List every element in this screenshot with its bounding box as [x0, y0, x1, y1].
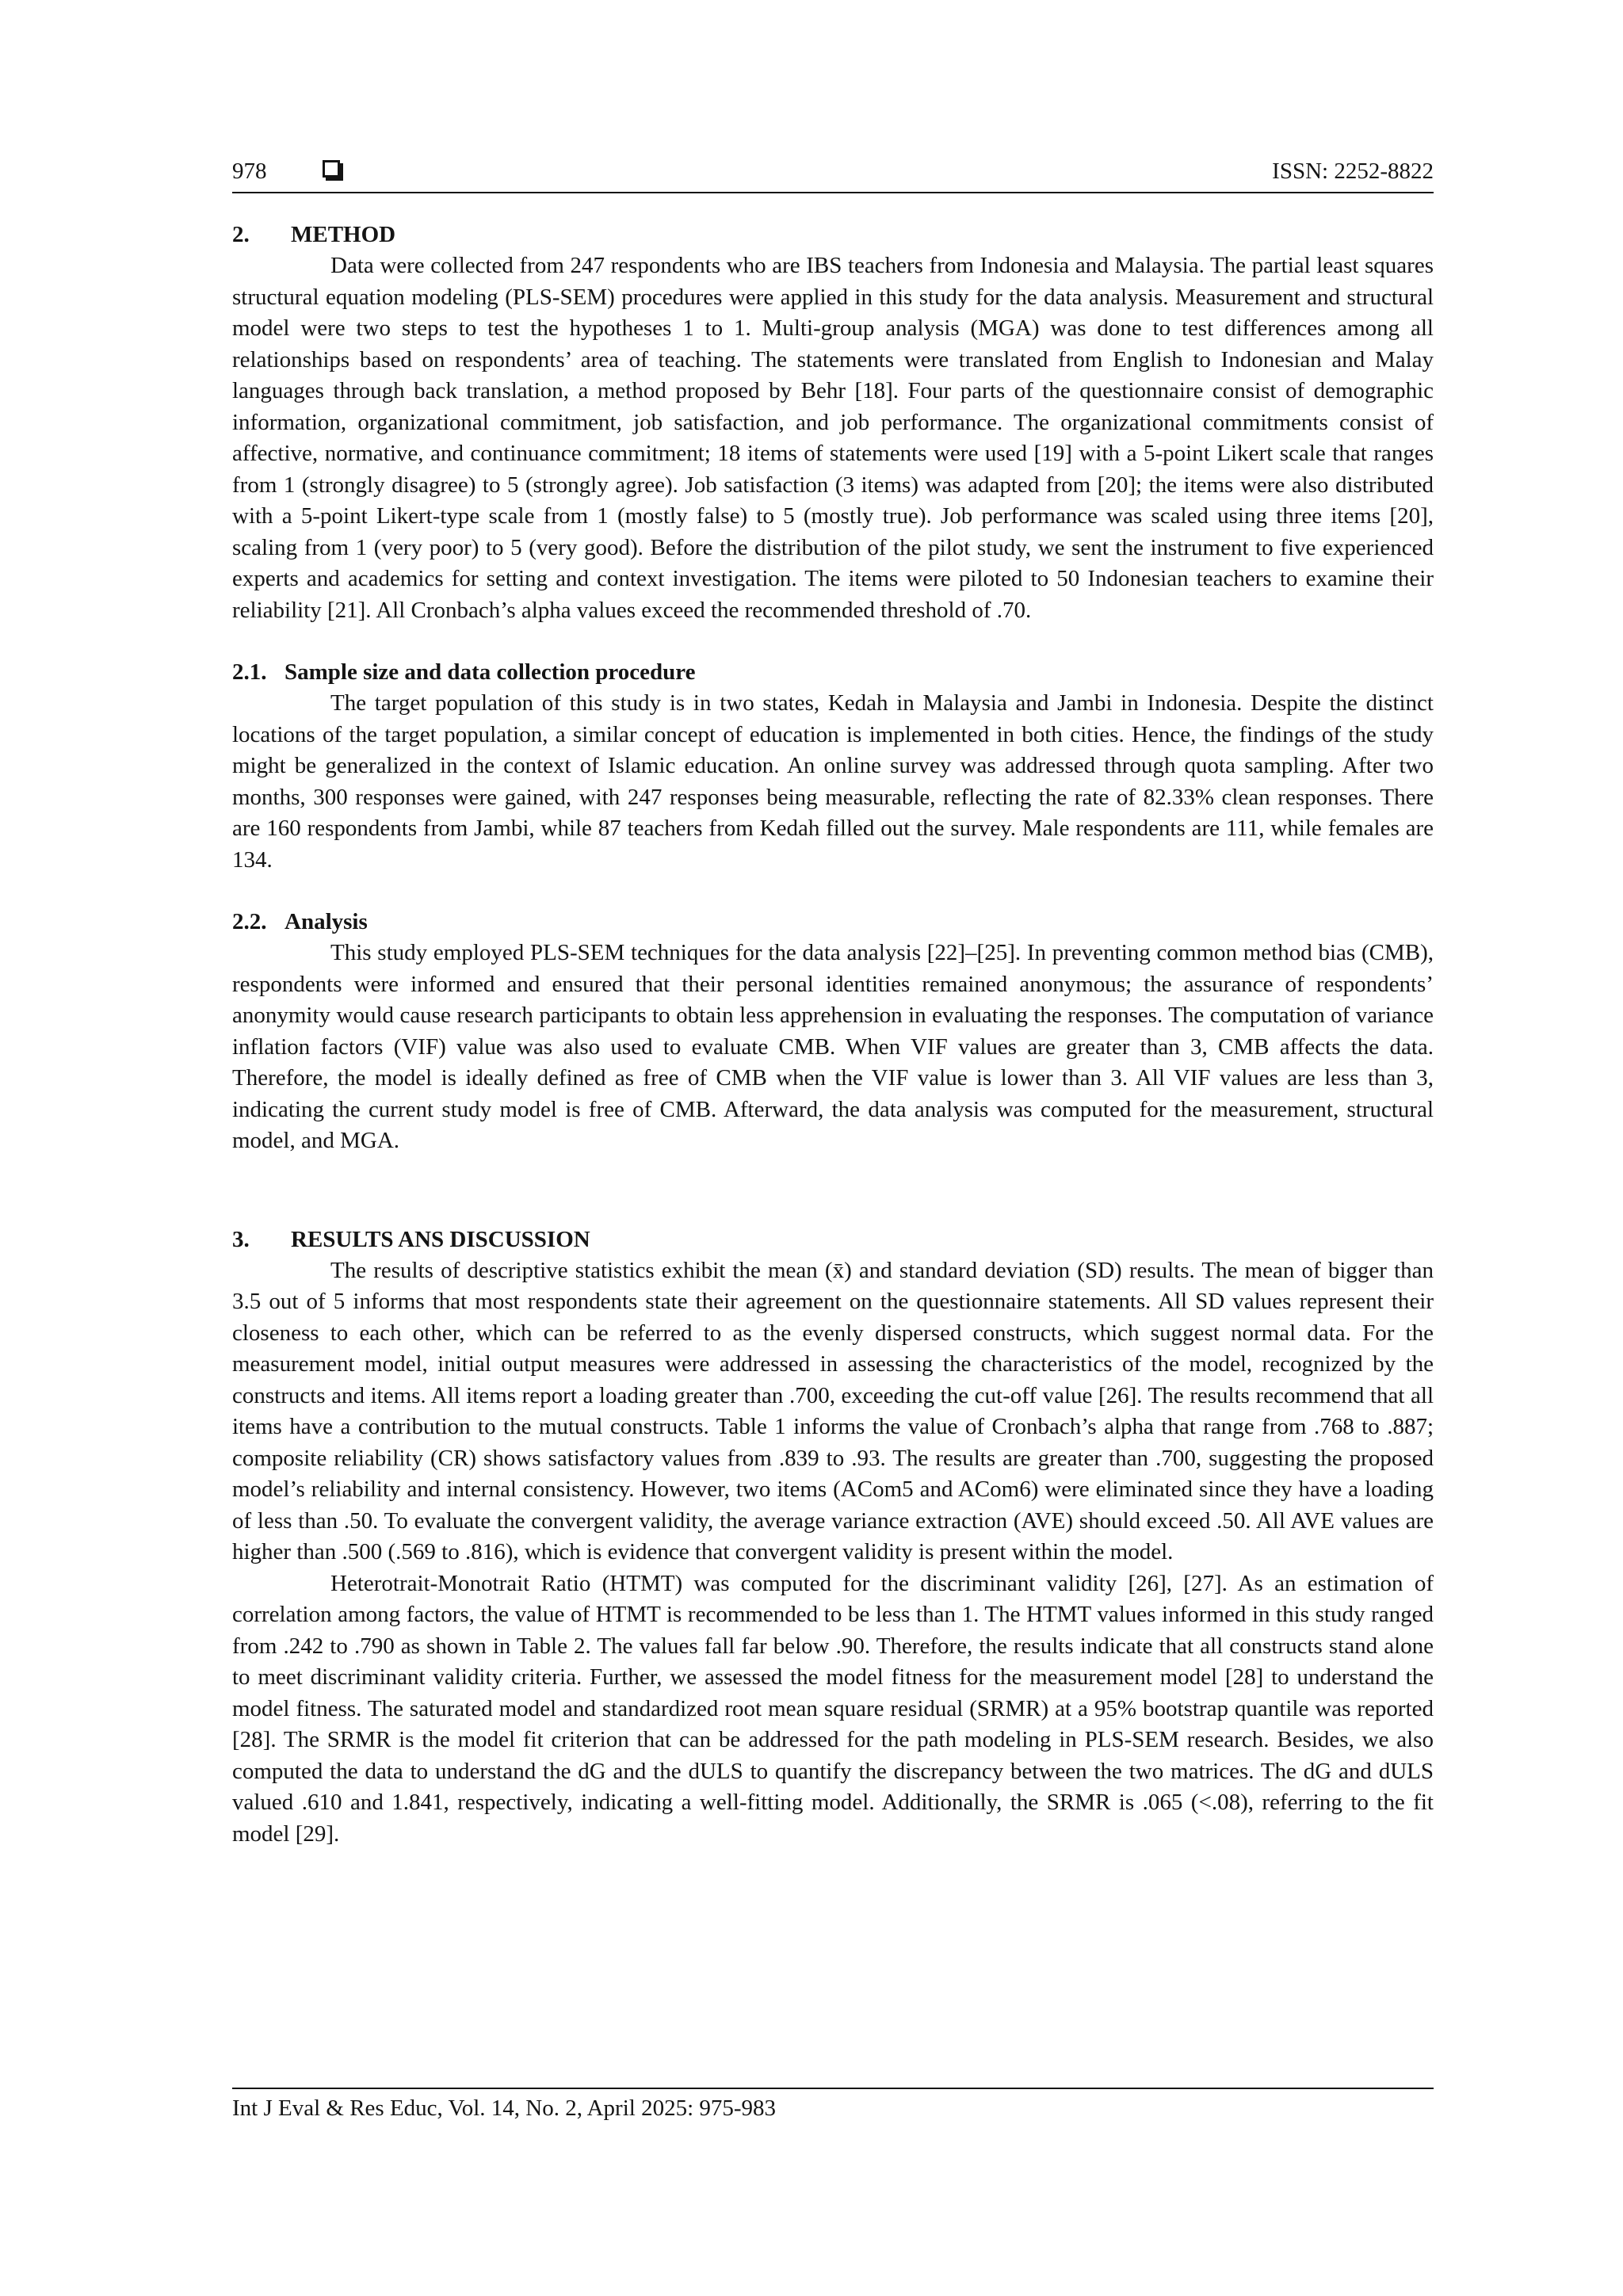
section-title: METHOD	[291, 222, 396, 247]
page-number: 978	[232, 159, 267, 184]
subsection-number: 2.2.	[232, 909, 267, 934]
issn-label: ISSN: 2252-8822	[1272, 159, 1434, 184]
method-paragraph: Data were collected from 247 respondents who are IBS teachers from Indonesia and Malaysia. The partial least squares structural equation modeling (PLS-SEM) procedures were applied in this study for the data analysis. Measurement and structural model were two steps to test the hypotheses 1 to 1. Multi-group analysis (MGA) was done to test differences among all relationships based on respondents’ area of teaching. The statements were translated from English to Indonesian and Malay languages through back translation, a method proposed by Behr [18]. Four parts of the questionnaire consist of demographic information, organizational commitment, job satisfaction, and job performance. The organizational commitments consist of affective, normative, and continuance commitment; 18 items of statements were used [19] with a 5-point Likert scale that ranges from 1 (strongly disagree) to 5 (strongly agree). Job satisfaction (3 items) was adapted from [20]; the items were also distributed with a 5-point Likert-type scale from 1 (mostly false) to 5 (mostly true). Job performance was scaled using three items [20], scaling from 1 (very poor) to 5 (very good). Before the distribution of the pilot study, we sent the instrument to five experienced experts and academics for setting and context investigation. The items were piloted to 50 Indonesian teachers to examine their reliability [21]. All Cronbach’s alpha values exceed the recommended threshold of .70.	[232, 253, 1434, 623]
subsection-number: 2.1.	[232, 659, 267, 685]
article-body	[232, 219, 1434, 1850]
analysis-paragraph: This study employed PLS-SEM techniques for the data analysis [22]–[25]. In preventing common method bias (CMB), respondents were informed and ensured that their personal identities remained anonymous; the assurance of respondents’ anonymity would cause research participants to obtain less apprehension in evaluating the responses. The computation of variance inflation factors (VIF) value was also used to evaluate CMB. When VIF values are greater than 3, CMB affects the data. Therefore, the model is ideally defined as free of CMB when the VIF value is lower than 3. All VIF values are less than 3, indicating the current study model is free of CMB. Afterward, the data analysis was computed for the measurement, structural model, and MGA.	[232, 940, 1434, 1153]
header-divider	[232, 192, 1434, 193]
subsection-title: Sample size and data collection procedure	[285, 659, 696, 685]
sample-paragraph: The target population of this study is in two states, Kedah in Malaysia and Jambi in Indonesia. Despite the distinct locations of the target population, a similar concept of education is implemented in both cities. Hence, the findings of the study might be generalized in the context of Islamic education. An online survey was addressed through quota sampling. After two months, 300 responses were gained, with 247 responses being measurable, reflecting the rate of 82.33% clean responses. There are 160 respondents from Jambi, while 87 teachers from Kedah filled out the survey. Male respondents are 111, while females are 134.	[232, 690, 1434, 873]
section-heading-method	[232, 219, 1434, 250]
running-header	[232, 155, 1434, 190]
subsection-heading-sample	[232, 656, 1434, 688]
results-paragraph-1: The results of descriptive statistics exhibit the mean (x̄) and standard deviation (SD) results. The mean of bigger than 3.5 out of 5 informs that most respondents state their agreement on the questionnaire statements. All SD values represent their closeness to each other, which can be referred to as the evenly dispersed constructs, which suggest normal data. For the measurement model, initial output measures were addressed in assessing the characteristics of the model, recognized by the constructs and items. All items report a loading greater than .700, exceeding the cut-off value [26]. The results recommend that all items have a contribution to the mutual constructs. Table 1 informs the value of Cronbach’s alpha that range from .768 to .887; composite reliability (CR) shows satisfactory values from .839 to .93. The results are greater than .700, suggesting the proposed model’s reliability and internal consistency. However, two items (ACom5 and ACom6) were eliminated since they have a loading of less than .50. To evaluate the convergent validity, the average variance extraction (AVE) should exceed .50. All AVE values are higher than .500 (.569 to .816), which is evidence that convergent validity is present within the model.	[232, 1257, 1434, 1564]
section-number: 3.	[232, 1226, 250, 1252]
section-number: 2.	[232, 222, 250, 247]
checkbox-square-icon	[323, 160, 340, 178]
subsection-heading-analysis	[232, 906, 1434, 938]
section-title: RESULTS ANS DISCUSSION	[291, 1226, 590, 1252]
journal-citation: Int J Eval & Res Educ, Vol. 14, No. 2, April 2025: 975-983	[232, 2095, 777, 2121]
results-paragraph-2: Heterotrait-Monotrait Ratio (HTMT) was computed for the discriminant validity [26], [27]. As an estimation of correlation among factors, the value of HTMT is recommended to be less than 1. The HTMT values informed in this study ranged from .242 to .790 as shown in Table 2. The values fall far below .90. Therefore, the results indicate that all constructs stand alone to meet discriminant validity criteria. Further, we assessed the model fitness for the measurement model [28] to understand the model fitness. The saturated model and standardized root mean square residual (SRMR) at a 95% bootstrap quantile was reported [28]. The SRMR is the model fit criterion that can be addressed for the path modeling in PLS-SEM research. Besides, we also computed the data to understand the dG and the dULS to quantify the discrepancy between the two matrices. The dG and dULS valued .610 and 1.841, respectively, indicating a well-fitting model. Additionally, the SRMR is .065 (<.08), referring to the fit model [29].	[232, 1570, 1434, 1847]
footer-divider	[232, 2088, 1434, 2089]
subsection-title: Analysis	[285, 909, 368, 934]
section-heading-results	[232, 1224, 1434, 1255]
